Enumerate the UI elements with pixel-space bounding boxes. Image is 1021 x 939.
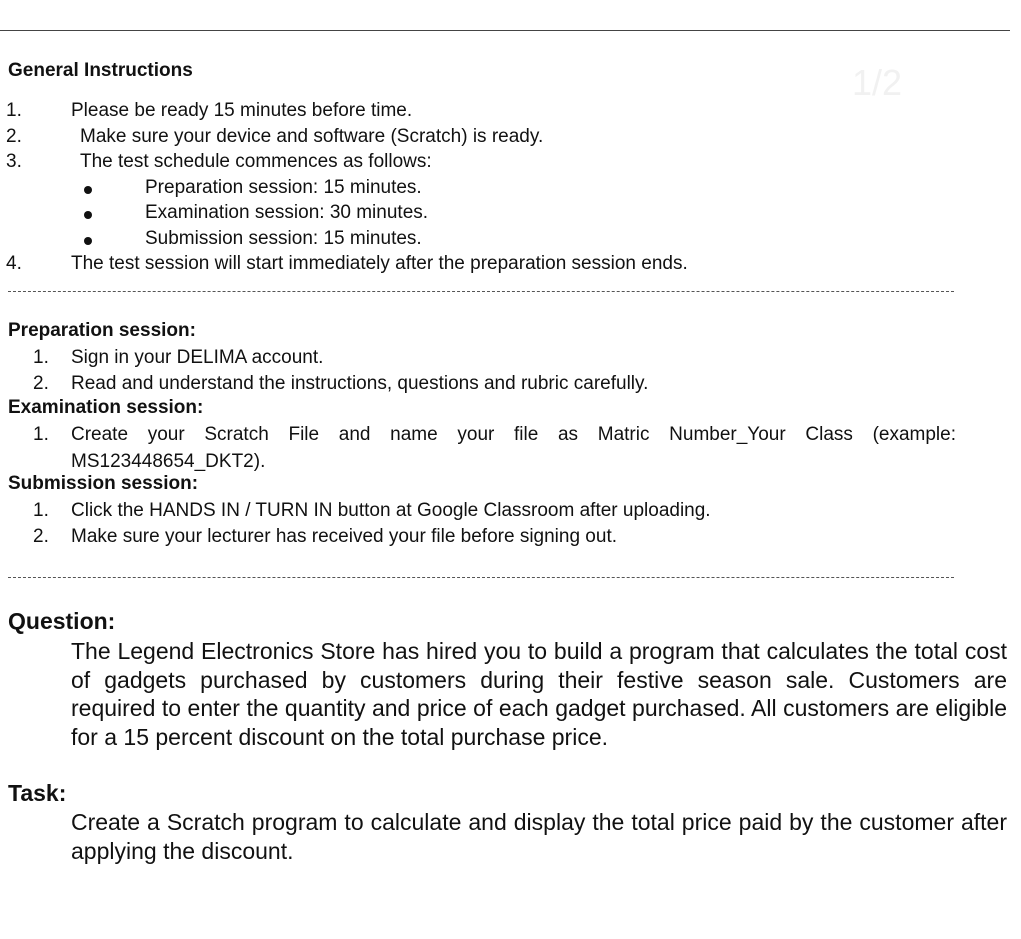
instruction-text: Please be ready 15 minutes before time.: [71, 100, 413, 121]
schedule-bullet-item: [6, 202, 1006, 228]
schedule-text: Preparation session: 15 minutes.: [145, 176, 422, 198]
examination-heading: Examination session:: [8, 397, 204, 418]
schedule-text: Submission session: 15 minutes.: [145, 227, 422, 249]
instruction-item: [6, 253, 1006, 279]
preparation-heading: Preparation session:: [8, 320, 196, 341]
instruction-number: 3.: [6, 151, 22, 172]
item-number: 1.: [33, 424, 49, 445]
task-heading: Task:: [8, 780, 67, 806]
section-divider: [8, 577, 954, 578]
bullet-icon: [84, 211, 92, 219]
item-text: Click the HANDS IN / TURN IN button at Google Classroom after uploading.: [71, 500, 711, 521]
question-text: The Legend Electronics Store has hired you to build a program that calculates the total cost of gadgets purchased by customers during their festive season sale. Customers are required to enter the quantity and price of each gadget purchased. All customers are eligible for a 15 percent discount on the total purchase price.: [71, 638, 1007, 750]
schedule-bullet-item: [6, 228, 1006, 254]
page-top-rule: [0, 30, 1010, 31]
item-number: 1.: [33, 347, 49, 368]
item-number: 2.: [33, 526, 49, 547]
item-text: Read and understand the instructions, questions and rubric carefully.: [71, 373, 649, 394]
page-number: 1/2: [852, 62, 903, 103]
instruction-text: The test schedule commences as follows:: [80, 151, 432, 172]
schedule-bullet-item: [6, 177, 1006, 203]
instruction-item: [6, 151, 1006, 177]
instruction-text: The test session will start immediately after the preparation session ends.: [71, 253, 688, 274]
general-instructions-title: General Instructions: [8, 60, 193, 81]
submission-heading: Submission session:: [8, 473, 199, 494]
item-text: Sign in your DELIMA account.: [71, 347, 324, 368]
bullet-icon: [84, 237, 92, 245]
instruction-number: 1.: [6, 100, 22, 121]
instruction-item: [6, 100, 1006, 126]
item-number: 2.: [33, 373, 49, 394]
examination-item-text: Create your Scratch File and name your file as Matric Number_Your Class (example: MS123448654_DKT2).: [71, 424, 956, 472]
item-text: Make sure your lecturer has received your file before signing out.: [71, 526, 617, 547]
general-instructions-list: [6, 100, 1006, 279]
bullet-icon: [84, 186, 92, 194]
section-divider: [8, 291, 954, 292]
instruction-text: Make sure your device and software (Scratch) is ready.: [80, 125, 544, 147]
schedule-text: Examination session: 30 minutes.: [145, 202, 429, 223]
instruction-item: [6, 126, 1006, 152]
item-number: 1.: [33, 500, 49, 521]
instruction-number: 4.: [6, 253, 22, 274]
instruction-number: 2.: [6, 125, 22, 147]
task-text: Create a Scratch program to calculate and display the total price paid by the customer after applying the discount.: [71, 809, 1007, 864]
question-heading: Question:: [8, 608, 116, 634]
